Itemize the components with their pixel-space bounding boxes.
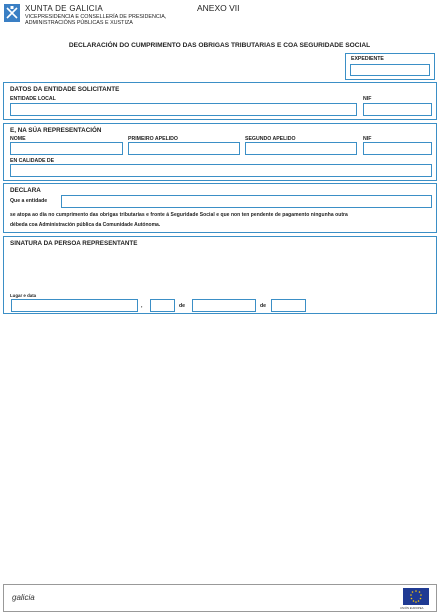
expediente-input[interactable]: [350, 64, 430, 76]
nome-label: NOME: [10, 136, 26, 142]
section-representacion-title: E, NA SÚA REPRESENTACIÓN: [10, 127, 102, 134]
declara-text-line-1: se atopa ao día no cumprimento das obrigas tributarias e fronte á Seguridade Social e que non ten pendente de pagamento ningunha outra: [10, 212, 348, 218]
org-subtitle: [25, 14, 166, 27]
month-input[interactable]: [192, 299, 256, 312]
entidade-nif-input[interactable]: [363, 103, 432, 116]
representante-nif-input[interactable]: [363, 142, 432, 155]
primeiro-apelido-label: PRIMEIRO APELIDO: [128, 136, 178, 142]
day-input[interactable]: [150, 299, 175, 312]
section-declara-title: DECLARA: [10, 187, 41, 194]
xunta-logo-icon: [4, 4, 20, 22]
primeiro-apelido-input[interactable]: [128, 142, 240, 155]
expediente-label: EXPEDIENTE: [351, 56, 384, 62]
segundo-apelido-input[interactable]: [245, 142, 357, 155]
section-sinatura: [3, 236, 437, 314]
section-entidade-title: DATOS DA ENTIDADE SOLICITANTE: [10, 86, 120, 93]
galicia-logo-text: galicia: [12, 593, 35, 602]
declara-entidade-input[interactable]: [61, 195, 432, 208]
org-subtitle-line-1: VICEPRESIDENCIA E CONSELLERÍA DE PRESIDENCIA,: [25, 14, 167, 20]
comma-text: ,: [141, 303, 143, 309]
de-text-2: de: [260, 303, 267, 309]
que-entidade-text: Que a entidade: [10, 198, 48, 204]
representante-nif-label: NIF: [363, 136, 372, 142]
entidade-local-input[interactable]: [10, 103, 357, 116]
calidade-label: EN CALIDADE DE: [10, 158, 55, 164]
section-declara: [3, 183, 437, 233]
lugar-data-label: Lugar e data: [10, 293, 37, 298]
entidade-nif-label: NIF: [363, 96, 372, 102]
document-title: DECLARACIÓN DO CUMPRIMENTO DAS OBRIGAS TRIBUTARIAS E COA SEGURIDADE SOCIAL: [68, 42, 371, 49]
org-subtitle-line-2: ADMINISTRACIÓNS PÚBLICAS E XUSTIZA: [25, 20, 133, 27]
calidade-input[interactable]: [10, 164, 432, 177]
de-text-1: de: [179, 303, 186, 309]
org-name: XUNTA DE GALICIA: [25, 4, 104, 13]
eu-flag-icon: [403, 588, 429, 605]
footer: [3, 584, 437, 612]
nome-input[interactable]: [10, 142, 123, 155]
entidade-local-label: ENTIDADE LOCAL: [10, 96, 56, 102]
section-representacion: [3, 123, 437, 181]
segundo-apelido-label: SEGUNDO APELIDO: [245, 136, 296, 142]
lugar-input[interactable]: [11, 299, 138, 312]
year-input[interactable]: [271, 299, 306, 312]
declara-text-line-2: débeda coa Administración pública da Comunidade Autónoma.: [10, 222, 161, 228]
section-sinatura-title: SINATURA DA PERSOA REPRESENTANTE: [10, 240, 138, 247]
eu-caption: UNIÓN EUROPEA: [400, 606, 424, 610]
annex-label: ANEXO VII: [197, 3, 240, 13]
section-entidade: [3, 82, 437, 120]
